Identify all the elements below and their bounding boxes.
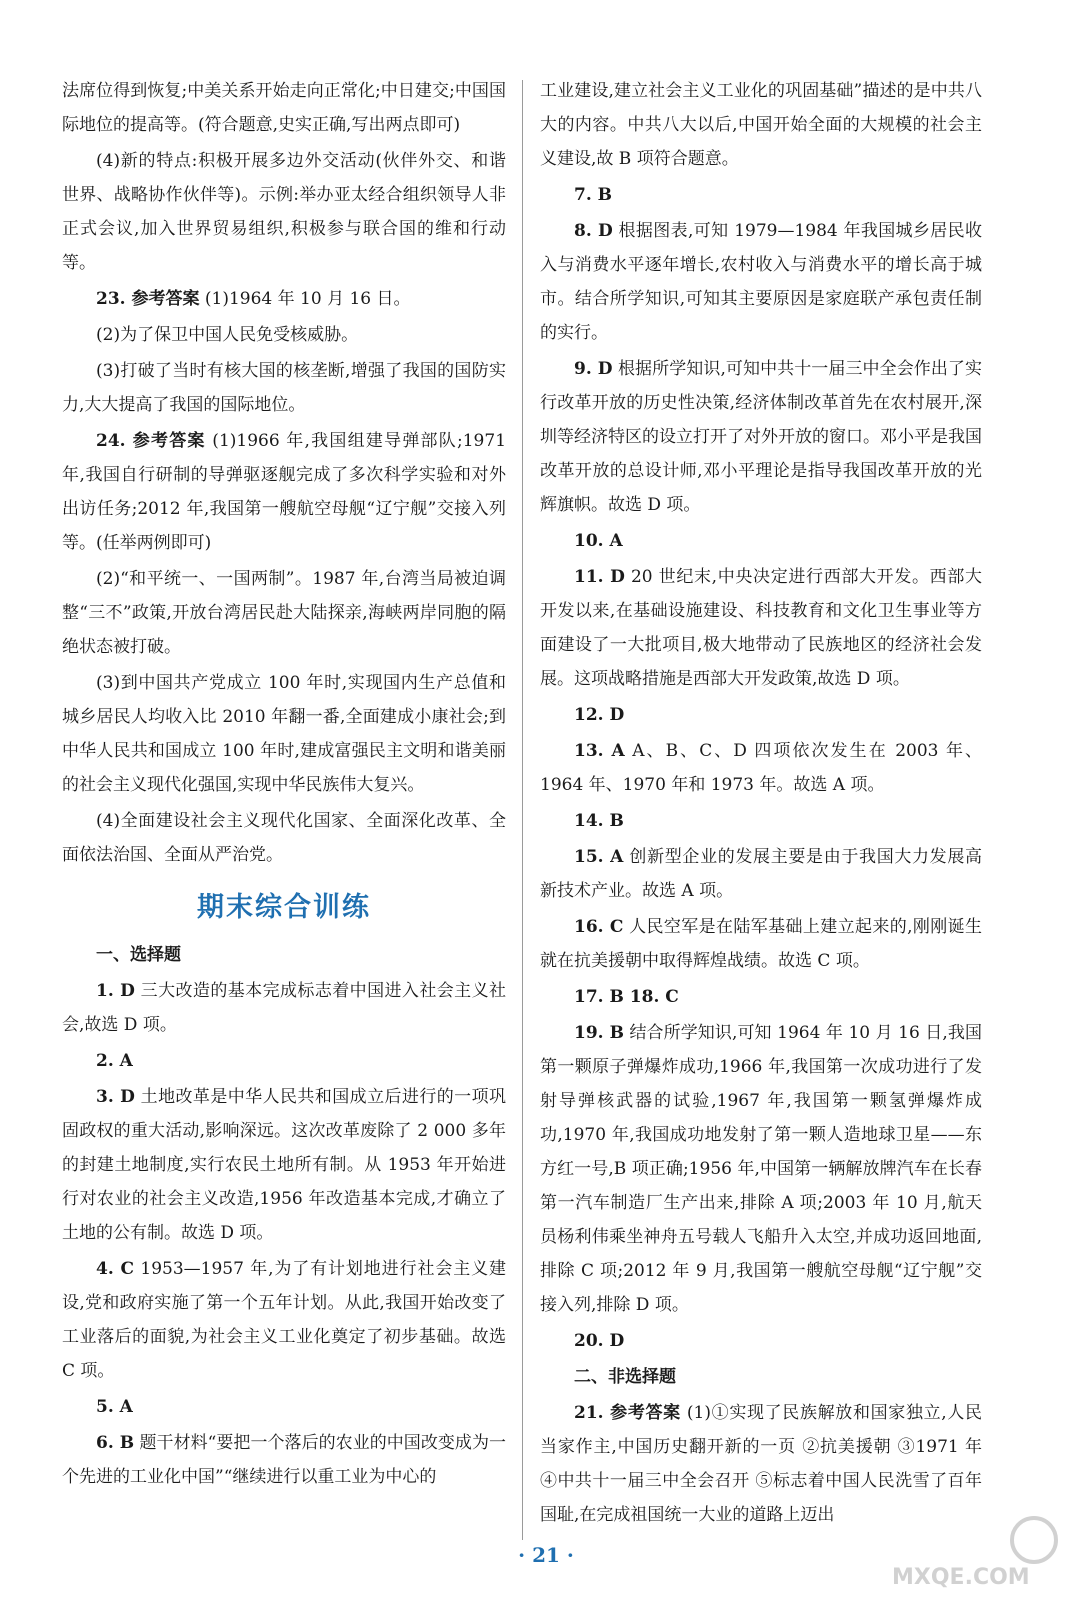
answer-text: (4)新的特点:积极开展多边外交活动(伙伴外交、和谐世界、战略协作伙伴等)。示例:举办亚太经合组织领导人非正式会议,加入世界贸易组织,积极参与联合国的维和行动等。 <box>62 151 506 273</box>
left-para-2 <box>62 282 506 316</box>
page-number: · 21 · <box>518 1543 574 1567</box>
choice-answer-2 <box>62 1080 506 1250</box>
question-number: 17. B 18. C <box>574 987 679 1007</box>
right-answer-6 <box>540 698 982 732</box>
answer-text: 根据图表,可知 1979—1984 年我国城乡居民收入与消费水平逐年增长,农村收入与消费水平的增长高于城市。结合所学知识,可知其主要原因是家庭联产承包责任制的实行。 <box>540 221 982 343</box>
watermark-text: MXQE.COM <box>892 1565 1030 1590</box>
answer-text: 1953—1957 年,为了有计划地进行社会主义建设,党和政府实施了第一个五年计划。从此,我国开始改变了工业落后的面貌,为社会主义工业化奠定了初步基础。故选 C 项。 <box>62 1259 506 1381</box>
right-answer-1 <box>540 178 982 212</box>
watermark-logo <box>884 1512 1074 1592</box>
question-number: 24. 参考答案 <box>96 431 206 451</box>
right-answer-10 <box>540 910 982 978</box>
question-number: 15. A <box>574 847 624 867</box>
answer-text: 题干材料“要把一个落后的农业的中国改变成为一个先进的工业化中国”“继续进行以重工业为中心的 <box>62 1433 506 1487</box>
left-para-0 <box>62 74 506 142</box>
question-number: 20. D <box>574 1331 625 1351</box>
answer-text: 工业建设,建立社会主义工业化的巩固基础”描述的是中共八大的内容。中共八大以后,中国开始全面的大规模的社会主义建设,故 B 项符合题意。 <box>540 81 982 169</box>
answer-text: (4)全面建设社会主义现代化国家、全面深化改革、全面依法治国、全面从严治党。 <box>62 811 506 865</box>
column-divider <box>522 80 523 1540</box>
left-para-8 <box>62 804 506 872</box>
question-number: 1. D <box>96 981 135 1001</box>
question-number: 14. B <box>574 811 624 831</box>
right-column <box>540 74 982 1534</box>
question-number: 4. C <box>96 1259 135 1279</box>
question-number: 10. A <box>574 531 623 551</box>
left-para-7 <box>62 666 506 802</box>
answer-text: (1)1964 年 10 月 16 日。 <box>199 289 411 309</box>
right-answer-8 <box>540 804 982 838</box>
right-answer-4 <box>540 524 982 558</box>
question-number: 8. D <box>574 221 613 241</box>
right-answer-7 <box>540 734 982 802</box>
right-answer-2 <box>540 214 982 350</box>
answer-text: 土地改革是中华人民共和国成立后进行的一项巩固政权的重大活动,影响深远。这次改革废除了 2 000 多年的封建土地制度,实行农民土地所有制。从 1953 年开始进行对农业的社会主义改造,1956 年改造基本完成,才确立了土地的公有制。故选 D 项。 <box>62 1087 506 1243</box>
left-para-1 <box>62 144 506 280</box>
right-answer-13 <box>540 1324 982 1358</box>
subsection-choice: 一、选择题 <box>96 945 181 965</box>
question-number: 9. D <box>574 359 613 379</box>
question-number: 12. D <box>574 705 625 725</box>
answer-text: 结合所学知识,可知 1964 年 10 月 16 日,我国第一颗原子弹爆炸成功,1966 年,我国第一次成功进行了发射导弹核武器的试验,1967 年,我国第一颗氢弹爆炸成功,1970 年,我国成功地发射了第一颗人造地球卫星——东方红一号,B 项正确;1956 年,中国第一辆解放牌汽车在长春第一汽车制造厂生产出来,排除 A 项;2003 年 10 月,航天员杨利伟乘坐神舟五号载人飞船升入太空,并成功返回地面,排除 C 项;2012 年 9 月,我国第一艘航空母舰“辽宁舰”交接入列,排除 D 项。 <box>540 1023 982 1315</box>
choice-answer-4 <box>62 1390 506 1424</box>
subsection-nonchoice: 二、非选择题 <box>574 1367 676 1387</box>
section-title: 期末综合训练 <box>197 892 371 923</box>
left-para-5 <box>62 424 506 560</box>
right-answer-11 <box>540 980 982 1014</box>
question-number: 11. D <box>574 567 625 587</box>
question-number: 16. C <box>574 917 624 937</box>
question-number: 23. 参考答案 <box>96 289 200 309</box>
answer-text: 20 世纪末,中央决定进行西部大开发。西部大开发以来,在基础设施建设、科技教育和文化卫生事业等方面建设了一大批项目,极大地带动了民族地区的经济社会发展。这项战略措施是西部大开发政策,故选 D 项。 <box>540 567 982 689</box>
question-number: 13. A <box>574 741 625 761</box>
choice-answer-3 <box>62 1252 506 1388</box>
answer-text: 人民空军是在陆军基础上建立起来的,刚刚诞生就在抗美援朝中取得辉煌战绩。故选 C 项。 <box>540 917 982 971</box>
answer-text: (1)1966 年,我国组建导弹部队;1971 年,我国自行研制的导弹驱逐舰完成了多次科学实验和对外出访任务;2012 年,我国第一艘航空母舰“辽宁舰”交接入列等。(任举两例即可) <box>62 431 507 553</box>
right-answer-0 <box>540 74 982 176</box>
question-number: 19. B <box>574 1023 624 1043</box>
answer-text: 创新型企业的发展主要是由于我国大力发展高新技术产业。故选 A 项。 <box>540 847 983 901</box>
answer-text: (3)到中国共产党成立 100 年时,实现国内生产总值和城乡居民人均收入比 2010 年翻一番,全面建成小康社会;到中华人民共和国成立 100 年时,建成富强民主文明和谐美丽的社会主义现代化强国,实现中华民族伟大复兴。 <box>62 673 506 795</box>
right-answer-9 <box>540 840 982 908</box>
answer-text: 根据所学知识,可知中共十一届三中全会作出了实行改革开放的历史性决策,经济体制改革首先在农村展开,深圳等经济特区的设立打开了对外开放的窗口。邓小平是我国改革开放的总设计师,邓小平理论是指导我国改革开放的光辉旗帜。故选 D 项。 <box>540 359 982 515</box>
answer-text: A、B、C、D 四项依次发生在 2003 年、1964 年、1970 年和 1973 年。故选 A 项。 <box>540 741 982 795</box>
question-number: 5. A <box>96 1397 133 1417</box>
question-number: 6. B <box>96 1433 135 1453</box>
left-para-6 <box>62 562 506 664</box>
left-para-4 <box>62 354 506 422</box>
answer-text: 法席位得到恢复;中美关系开始走向正常化;中日建交;中国国际地位的提高等。(符合题意,史实正确,写出两点即可) <box>62 81 506 135</box>
right-answer-5 <box>540 560 982 696</box>
answer-21: 21. 参考答案 (1)①实现了民族解放和国家独立,人民当家作主,中国历史翻开新的一页 ②抗美援朝 ③1971 年 ④中共十一届三中全会召开 ⑤标志着中国人民洗雪了百年国耻,在完成祖国统一大业的道路上迈出 <box>540 1403 983 1525</box>
answer-text: (2)为了保卫中国人民免受核威胁。 <box>96 325 359 345</box>
question-number: 3. D <box>96 1087 135 1107</box>
choice-answer-5 <box>62 1426 506 1494</box>
right-answer-3 <box>540 352 982 522</box>
choice-answer-0 <box>62 974 506 1042</box>
answer-text: 三大改造的基本完成标志着中国进入社会主义社会,故选 D 项。 <box>62 981 506 1035</box>
question-number: 7. B <box>574 185 613 205</box>
right-answer-12 <box>540 1016 982 1322</box>
question-number: 2. A <box>96 1051 133 1071</box>
left-column <box>62 74 506 1496</box>
choice-answer-1 <box>62 1044 506 1078</box>
answer-text: (2)“和平统一、一国两制”。1987 年,台湾当局被迫调整“三不”政策,开放台湾居民赴大陆探亲,海峡两岸同胞的隔绝状态被打破。 <box>62 569 506 657</box>
left-para-3 <box>62 318 506 352</box>
answer-text: (3)打破了当时有核大国的核垄断,增强了我国的国防实力,大大提高了我国的国际地位。 <box>62 361 506 415</box>
